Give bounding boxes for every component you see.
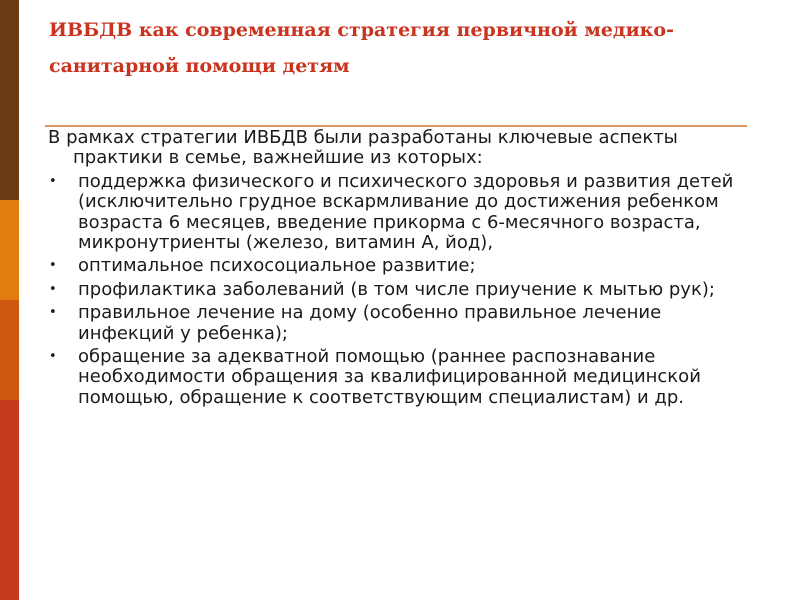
- bullet-icon: •: [49, 305, 57, 321]
- bullet-icon: •: [49, 349, 57, 365]
- bullet-text: обращение за адекватной помощью (раннее распознавание необходимости обращения за квалифицированной медицинской помощью, обращение к соответствующим специалистам) и др.: [78, 346, 701, 408]
- slide-title: ИВБДВ как современная стратегия первичной медико-санитарной помощи детям: [49, 19, 674, 77]
- bullet-text: профилактика заболеваний (в том числе приучение к мытью рук);: [78, 278, 715, 300]
- side-bar-segment-red: [0, 400, 19, 600]
- list-item: [48, 280, 753, 300]
- intro-paragraph: В рамках стратегии ИВБДВ были разработаны ключевые аспекты практики в семье, важнейшие из которых:: [48, 127, 678, 169]
- bullet-icon: •: [49, 173, 57, 189]
- side-bar-segment-brown: [0, 0, 19, 200]
- slide-body: [48, 128, 753, 408]
- decorative-side-bar: [0, 0, 19, 600]
- side-bar-segment-orange: [0, 200, 19, 300]
- bullet-list: [48, 172, 753, 408]
- bullet-text: оптимальное психосоциальное развитие;: [78, 255, 476, 277]
- list-item: [48, 172, 753, 254]
- bullet-icon: •: [49, 258, 57, 274]
- bullet-text: правильное лечение на дому (особенно правильное лечение инфекций у ребенка);: [78, 302, 662, 344]
- list-item: [48, 347, 753, 408]
- side-bar-segment-dark-orange: [0, 300, 19, 400]
- list-item: [48, 303, 753, 344]
- bullet-text: поддержка физического и психического здоровья и развития детей (исключительно грудное вскармливание до достижения ребенком возраста 6 месяцев, введение прикорма с 6-месячного возраста, микронутриенты (железо, витамин А, йод),: [78, 170, 734, 254]
- bullet-icon: •: [49, 281, 57, 297]
- list-item: [48, 256, 753, 276]
